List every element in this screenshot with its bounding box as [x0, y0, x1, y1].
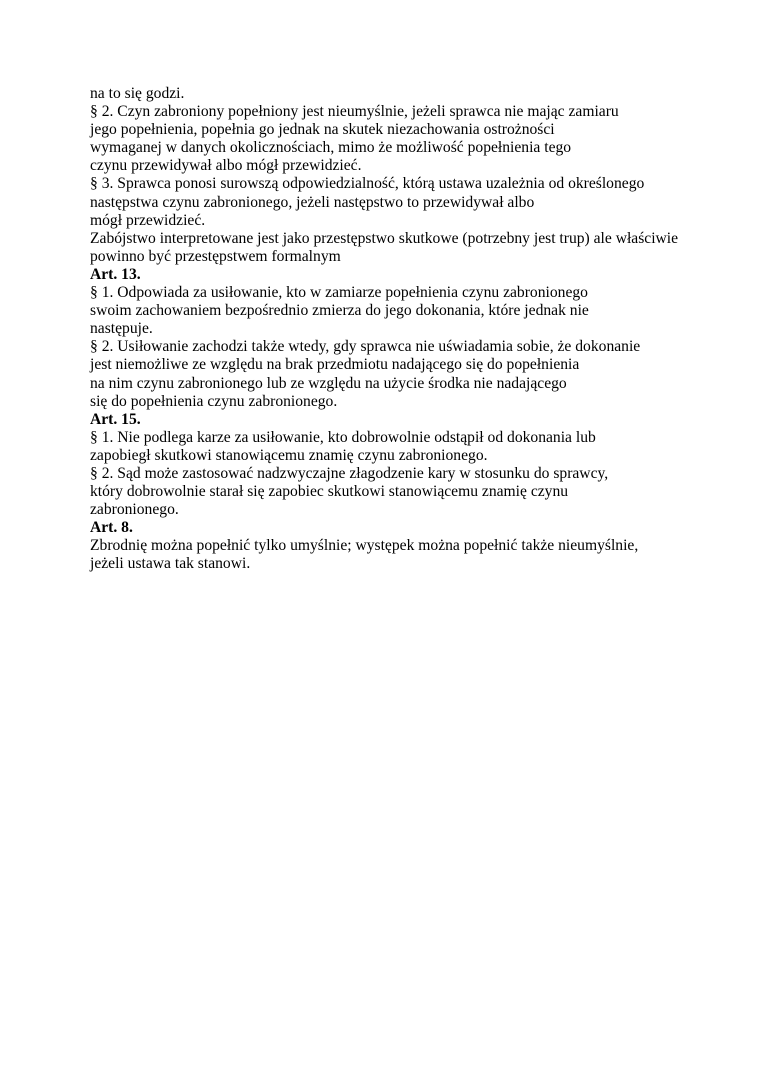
text-line: jego popełnienia, popełnia go jednak na skutek niezachowania ostrożności — [90, 121, 555, 139]
text-line: wymaganej w danych okolicznościach, mimo że możliwość popełnienia tego — [90, 139, 572, 157]
text-line: powinno być przestępstwem formalnym — [90, 247, 341, 265]
text-line: zapobiegł skutkowi stanowiącemu znamię czynu zabronionego. — [90, 446, 488, 464]
text-line: § 2. Czyn zabroniony popełniony jest nieumyślnie, jeżeli sprawca nie mając zamiaru — [90, 103, 619, 121]
text-line: Zbrodnię można popełnić tylko umyślnie; występek można popełnić także nieumyślnie, — [90, 537, 639, 555]
text-line: jeżeli ustawa tak stanowi. — [90, 555, 251, 573]
text-line: się do popełnienia czynu zabronionego. — [90, 392, 338, 410]
text-line: § 2. Usiłowanie zachodzi także wtedy, gdy sprawca nie uświadamia sobie, że dokonanie — [90, 338, 641, 356]
text-line: § 3. Sprawca ponosi surowszą odpowiedzialność, którą ustawa uzależnia od określonego — [90, 175, 645, 193]
text-line: na to się godzi. — [90, 85, 185, 102]
text-line: § 2. Sąd może zastosować nadzwyczajne złagodzenie kary w stosunku do sprawcy, — [90, 464, 609, 482]
document-text-block — [90, 85, 690, 574]
text-line: który dobrowolnie starał się zapobiec skutkowi stanowiącemu znamię czynu — [90, 483, 569, 501]
text-line: na nim czynu zabronionego lub ze względu na użycie środka nie nadającego — [90, 374, 567, 392]
text-line: czynu przewidywał albo mógł przewidzieć. — [90, 157, 362, 175]
text-line: następstwa czynu zabronionego, jeżeli następstwo to przewidywał albo — [90, 193, 535, 211]
article-heading: Art. 13. — [90, 265, 141, 283]
text-line: Zabójstwo interpretowane jest jako przestępstwo skutkowe (potrzebny jest trup) ale właściwie — [90, 229, 679, 247]
text-line: następuje. — [90, 320, 153, 338]
text-line: zabronionego. — [90, 501, 179, 519]
text-line: jest niemożliwe ze względu na brak przedmiotu nadającego się do popełnienia — [90, 356, 580, 374]
article-heading: Art. 8. — [90, 519, 133, 537]
text-line: § 1. Nie podlega karze za usiłowanie, kto dobrowolnie odstąpił od dokonania lub — [90, 428, 596, 446]
text-line: mógł przewidzieć. — [90, 211, 206, 229]
text-line: § 1. Odpowiada za usiłowanie, kto w zamiarze popełnienia czynu zabronionego — [90, 284, 588, 302]
article-heading: Art. 15. — [90, 410, 141, 428]
text-line: swoim zachowaniem bezpośrednio zmierza do jego dokonania, które jednak nie — [90, 302, 589, 320]
